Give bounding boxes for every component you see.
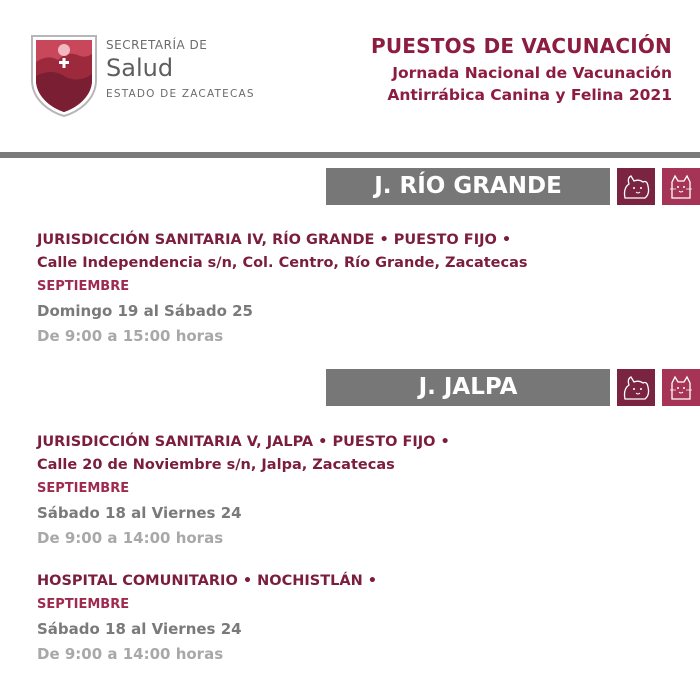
section-band-jalpa: J. JALPA <box>326 369 610 406</box>
dog-icon-box <box>617 168 655 205</box>
cat-icon <box>662 369 700 406</box>
dog-icon-box <box>617 369 655 406</box>
entry-hours: De 9:00 a 14:00 horas <box>37 529 224 547</box>
logo-line-salud: Salud <box>106 54 174 82</box>
entry-hours: De 9:00 a 15:00 horas <box>37 327 224 345</box>
page-subtitle-1: Jornada Nacional de Vacunación <box>392 64 672 82</box>
entry-month: SEPTIEMBRE <box>37 597 130 612</box>
dog-icon <box>617 168 655 205</box>
entry-heading: JURISDICCIÓN SANITARIA V, JALPA • PUESTO FIJO • <box>37 434 450 450</box>
entry-dates: Domingo 19 al Sábado 25 <box>37 302 253 320</box>
entry-heading: JURISDICCIÓN SANITARIA IV, RÍO GRANDE • PUESTO FIJO • <box>37 232 512 248</box>
entry-address: Calle 20 de Noviembre s/n, Jalpa, Zacatecas <box>37 457 395 473</box>
cat-icon <box>662 168 700 205</box>
cat-icon-box <box>662 369 700 406</box>
page-titles <box>371 34 672 106</box>
page-subtitle-2: Antirrábica Canina y Felina 2021 <box>387 86 672 104</box>
entry-nochistlan <box>37 570 377 667</box>
entry-address: Calle Independencia s/n, Col. Centro, Río Grande, Zacatecas <box>37 255 528 271</box>
logo-line-secretaria: SECRETARÍA DE <box>106 38 208 52</box>
entry-heading: HOSPITAL COMUNITARIO • NOCHISTLÁN • <box>37 573 378 589</box>
entry-month: SEPTIEMBRE <box>37 279 130 294</box>
page-title: PUESTOS DE VACUNACIÓN <box>371 34 672 58</box>
header <box>0 0 700 150</box>
logo-line-estado: ESTADO DE ZACATECAS <box>106 88 255 100</box>
cat-icon-box <box>662 168 700 205</box>
entry-jalpa <box>37 431 450 551</box>
entry-month: SEPTIEMBRE <box>37 481 130 496</box>
section-band-rio-grande: J. RÍO GRANDE <box>326 168 610 205</box>
header-divider <box>0 152 700 158</box>
secretaria-salud-logo-icon <box>28 32 100 118</box>
entry-dates: Sábado 18 al Viernes 24 <box>37 504 242 522</box>
dog-icon <box>617 369 655 406</box>
entry-dates: Sábado 18 al Viernes 24 <box>37 620 242 638</box>
logo-text <box>106 38 255 100</box>
entry-hours: De 9:00 a 14:00 horas <box>37 645 224 663</box>
entry-rio-grande <box>37 229 528 349</box>
